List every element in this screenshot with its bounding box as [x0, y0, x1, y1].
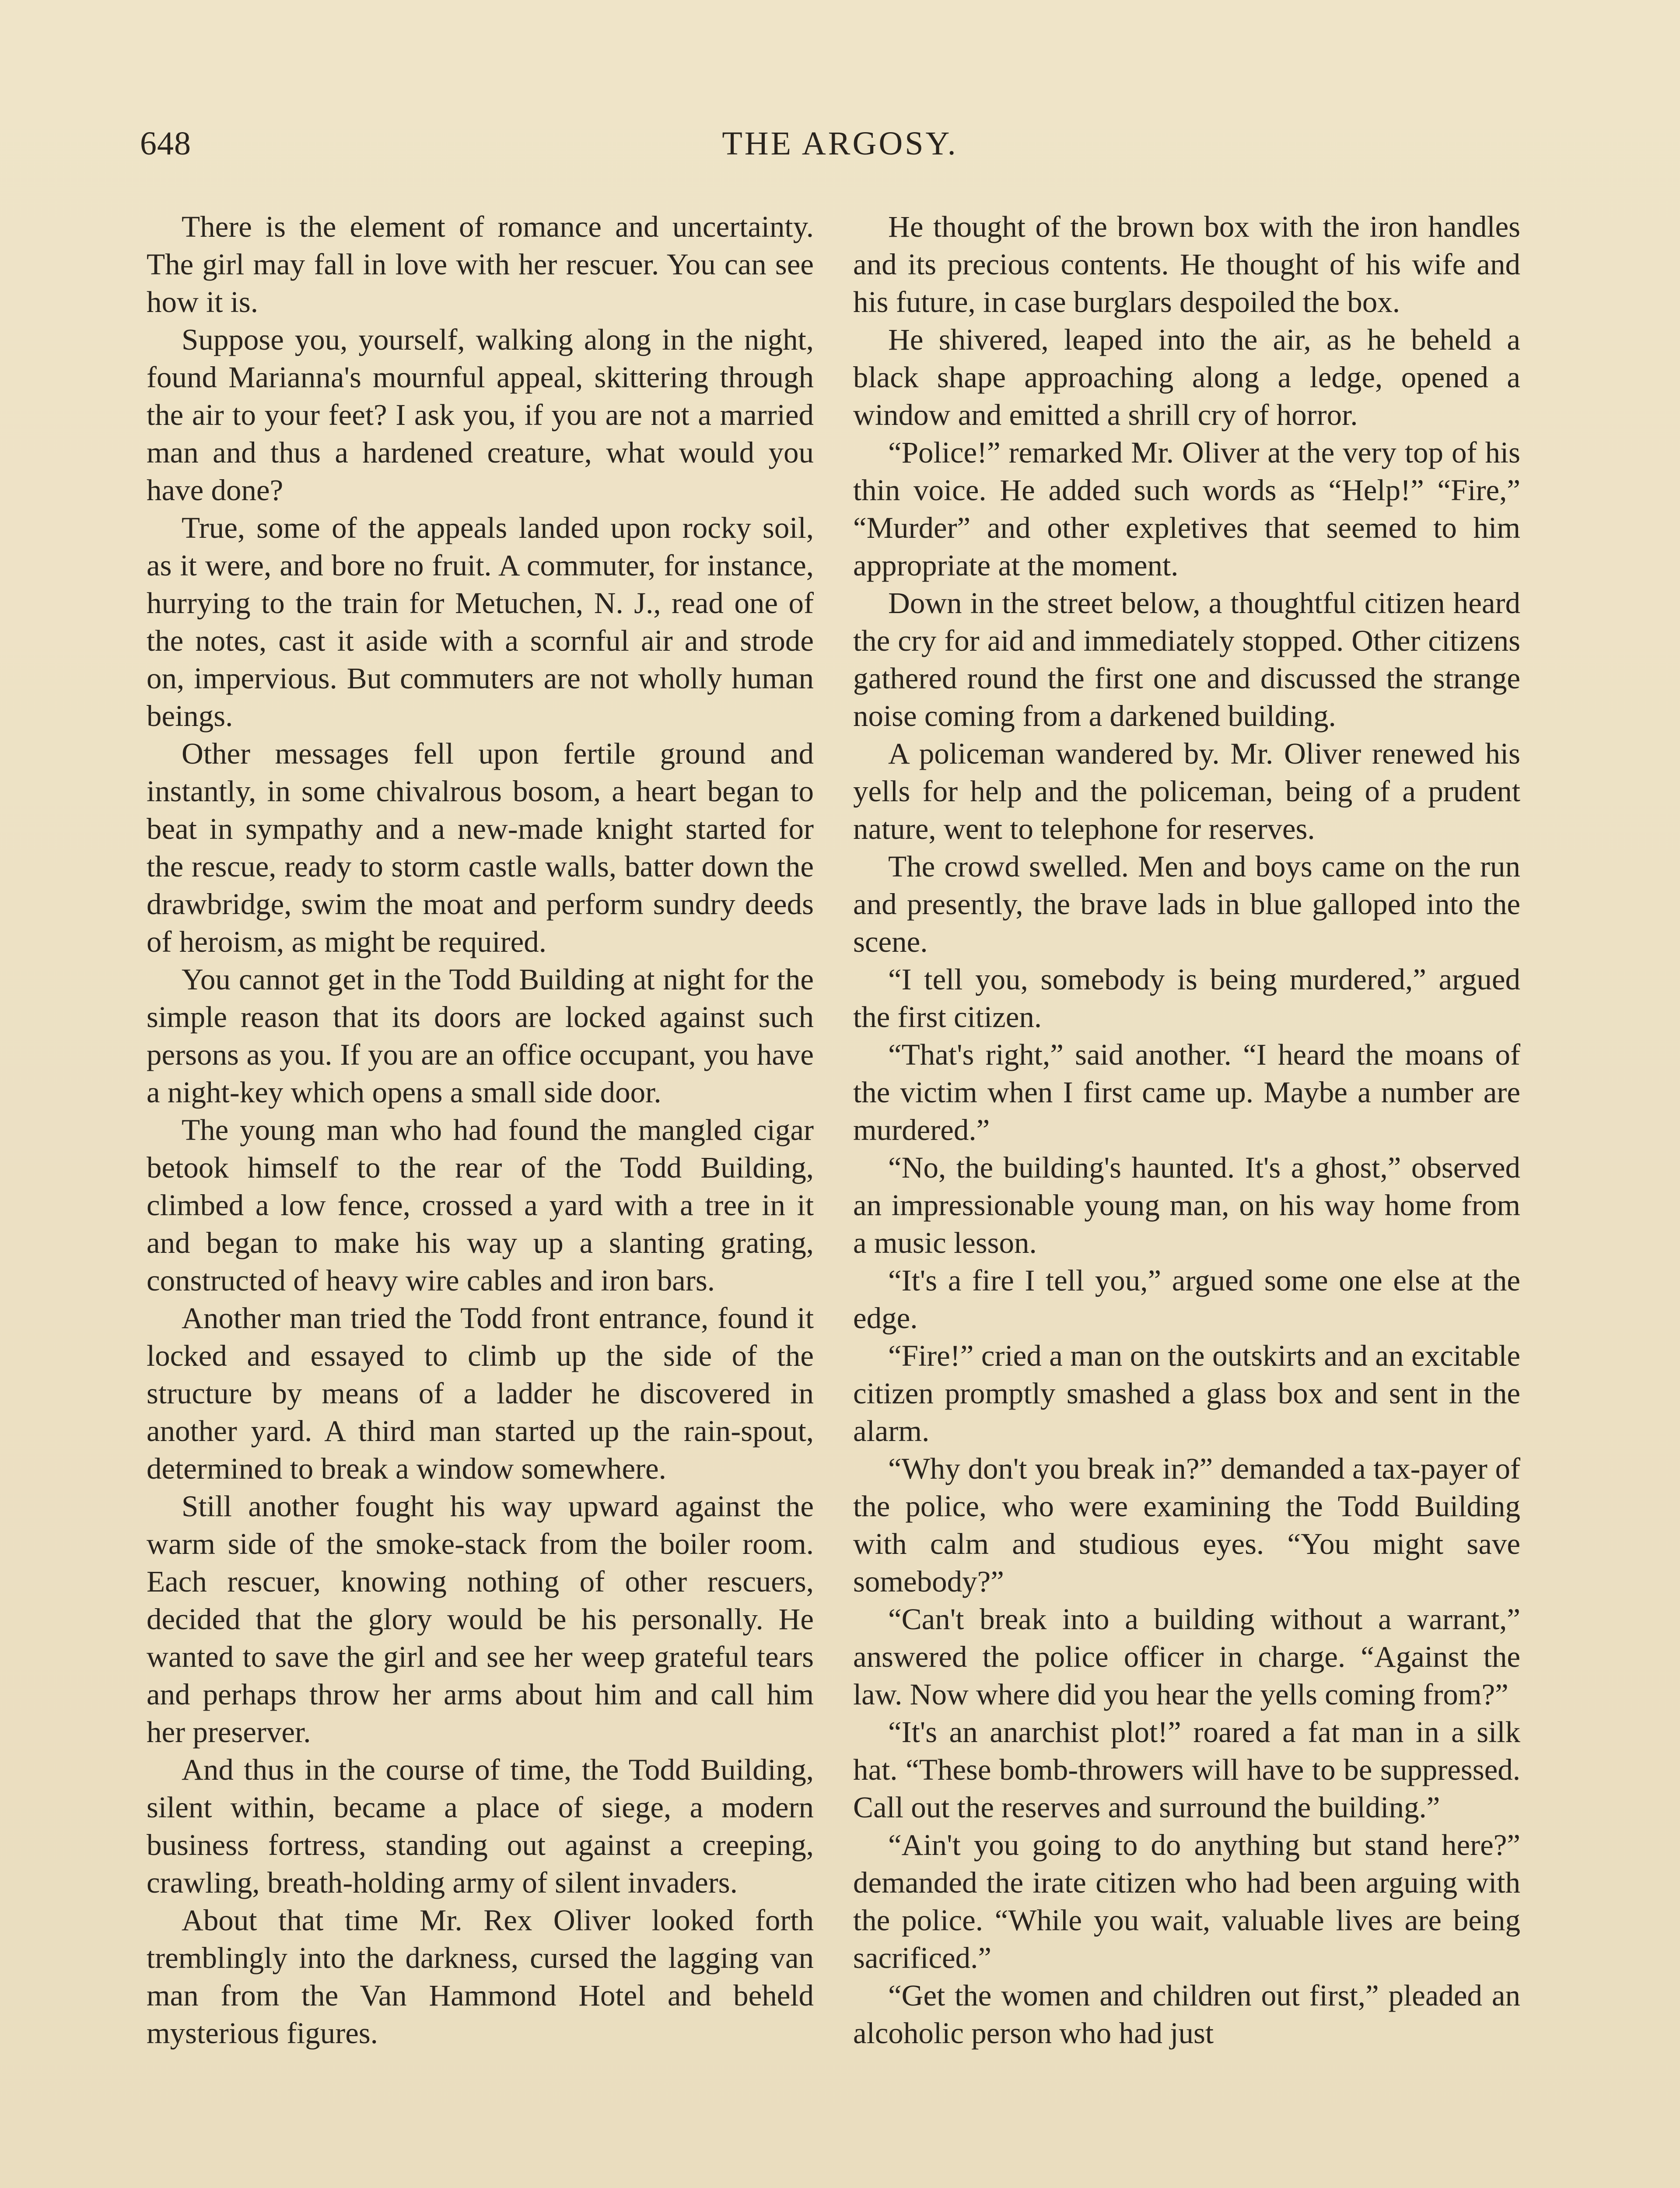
paragraph: Other messages fell upon fertile ground and instantly, in some chivalrous bosom, a heart began to beat in sympathy and a new-made knight started for the rescue, ready to storm castle walls, batter down the drawbridge, swim the moat and perform sundry deeds of heroism, as might be required.	[147, 737, 814, 958]
paragraph: “Ain't you going to do anything but stand here?” demanded the irate citizen who had been arguing with the police. “While you wait, valuable lives are being sacrificed.”	[853, 1828, 1520, 1974]
paragraph: True, some of the appeals landed upon rocky soil, as it were, and bore no fruit. A commuter, for instance, hurrying to the train for Metuchen, N. J., read one of the notes, cast it aside with a scornful air and strode on, impervious. But commuters are not wholly human beings.	[147, 511, 814, 733]
paragraph: Another man tried the Todd front entrance, found it locked and essayed to climb up the side of the structure by means of a ladder he discovered in another yard. A third man started up the rain-spout, determined to break a window somewhere.	[147, 1301, 814, 1485]
paragraph: He shivered, leaped into the air, as he beheld a black shape approaching along a ledge, opened a window and emitted a shrill cry of horror.	[853, 323, 1520, 431]
paragraph: He thought of the brown box with the iron handles and its precious contents. He thought of his wife and his future, in case burglars despoiled the box.	[853, 210, 1520, 319]
paragraph: “Can't break into a building without a warrant,” answered the police officer in charge. “Against the law. Now where did you hear the yells coming from?”	[853, 1602, 1520, 1711]
paragraph: The young man who had found the mangled cigar betook himself to the rear of the Todd Building, climbed a low fence, crossed a yard with a tree in it and began to make his way up a slanting grating, constructed of heavy wire cables and iron bars.	[147, 1113, 814, 1297]
right-column	[853, 208, 1520, 2188]
left-column	[147, 208, 814, 2188]
paragraph: Suppose you, yourself, walking along in the night, found Marianna's mournful appeal, skittering through the air to your feet? I ask you, if you are not a married man and thus a hardened creature, what would you have done?	[147, 323, 814, 507]
paragraph: “Why don't you break in?” demanded a tax-payer of the police, who were examining the Todd Building with calm and studious eyes. “You might save somebody?”	[853, 1452, 1520, 1598]
paragraph: “I tell you, somebody is being murdered,” argued the first citizen.	[853, 963, 1520, 1034]
paragraph: And thus in the course of time, the Todd Building, silent within, became a place of siege, a modern business fortress, standing out against a creeping, crawling, breath-holding army of silent invaders.	[147, 1753, 814, 1899]
page-header	[140, 125, 1540, 186]
page-number: 648	[140, 125, 191, 162]
paragraph: “Police!” remarked Mr. Oliver at the very top of his thin voice. He added such words as “Help!” “Fire,” “Murder” and other expletives that seemed to him appropriate at the moment.	[853, 436, 1520, 582]
paragraph: The crowd swelled. Men and boys came on the run and presently, the brave lads in blue galloped into the scene.	[853, 850, 1520, 958]
paragraph: You cannot get in the Todd Building at night for the simple reason that its doors are locked against such persons as you. If you are an office occupant, you have a night-key which opens a small side door.	[147, 963, 814, 1109]
paragraph: “It's an anarchist plot!” roared a fat man in a silk hat. “These bomb-throwers will have to be suppressed. Call out the reserves and surround the building.”	[853, 1715, 1520, 1824]
paragraph: “It's a fire I tell you,” argued some one else at the edge.	[853, 1264, 1520, 1335]
paragraph: About that time Mr. Rex Oliver looked forth tremblingly into the darkness, cursed the lagging van man from the Van Hammond Hotel and beheld mysterious figures.	[147, 1904, 814, 2050]
running-head: THE ARGOSY.	[722, 125, 958, 162]
paragraph: “Fire!” cried a man on the outskirts and an excitable citizen promptly smashed a glass box and sent in the alarm.	[853, 1339, 1520, 1448]
paragraph: A policeman wandered by. Mr. Oliver renewed his yells for help and the policeman, being of a prudent nature, went to telephone for reserves.	[853, 737, 1520, 845]
paragraph: Still another fought his way upward against the warm side of the smoke-stack from the boiler room. Each rescuer, knowing nothing of other rescuers, decided that the glory would be his personally. He wanted to save the girl and see her weep grateful tears and perhaps throw her arms about him and call him her preserver.	[147, 1490, 814, 1749]
paragraph: There is the element of romance and uncertainty. The girl may fall in love with her rescuer. You can see how it is.	[147, 210, 814, 319]
paragraph: Down in the street below, a thoughtful citizen heard the cry for aid and immediately stopped. Other citizens gathered round the first one and discussed the strange noise coming from a darkened building.	[853, 586, 1520, 733]
paragraph: “That's right,” said another. “I heard the moans of the victim when I first came up. Maybe a number are murdered.”	[853, 1038, 1520, 1147]
paragraph: “Get the women and children out first,” pleaded an alcoholic person who had just	[853, 1979, 1520, 2050]
paragraph: “No, the building's haunted. It's a ghost,” observed an impressionable young man, on his way home from a music lesson.	[853, 1151, 1520, 1259]
